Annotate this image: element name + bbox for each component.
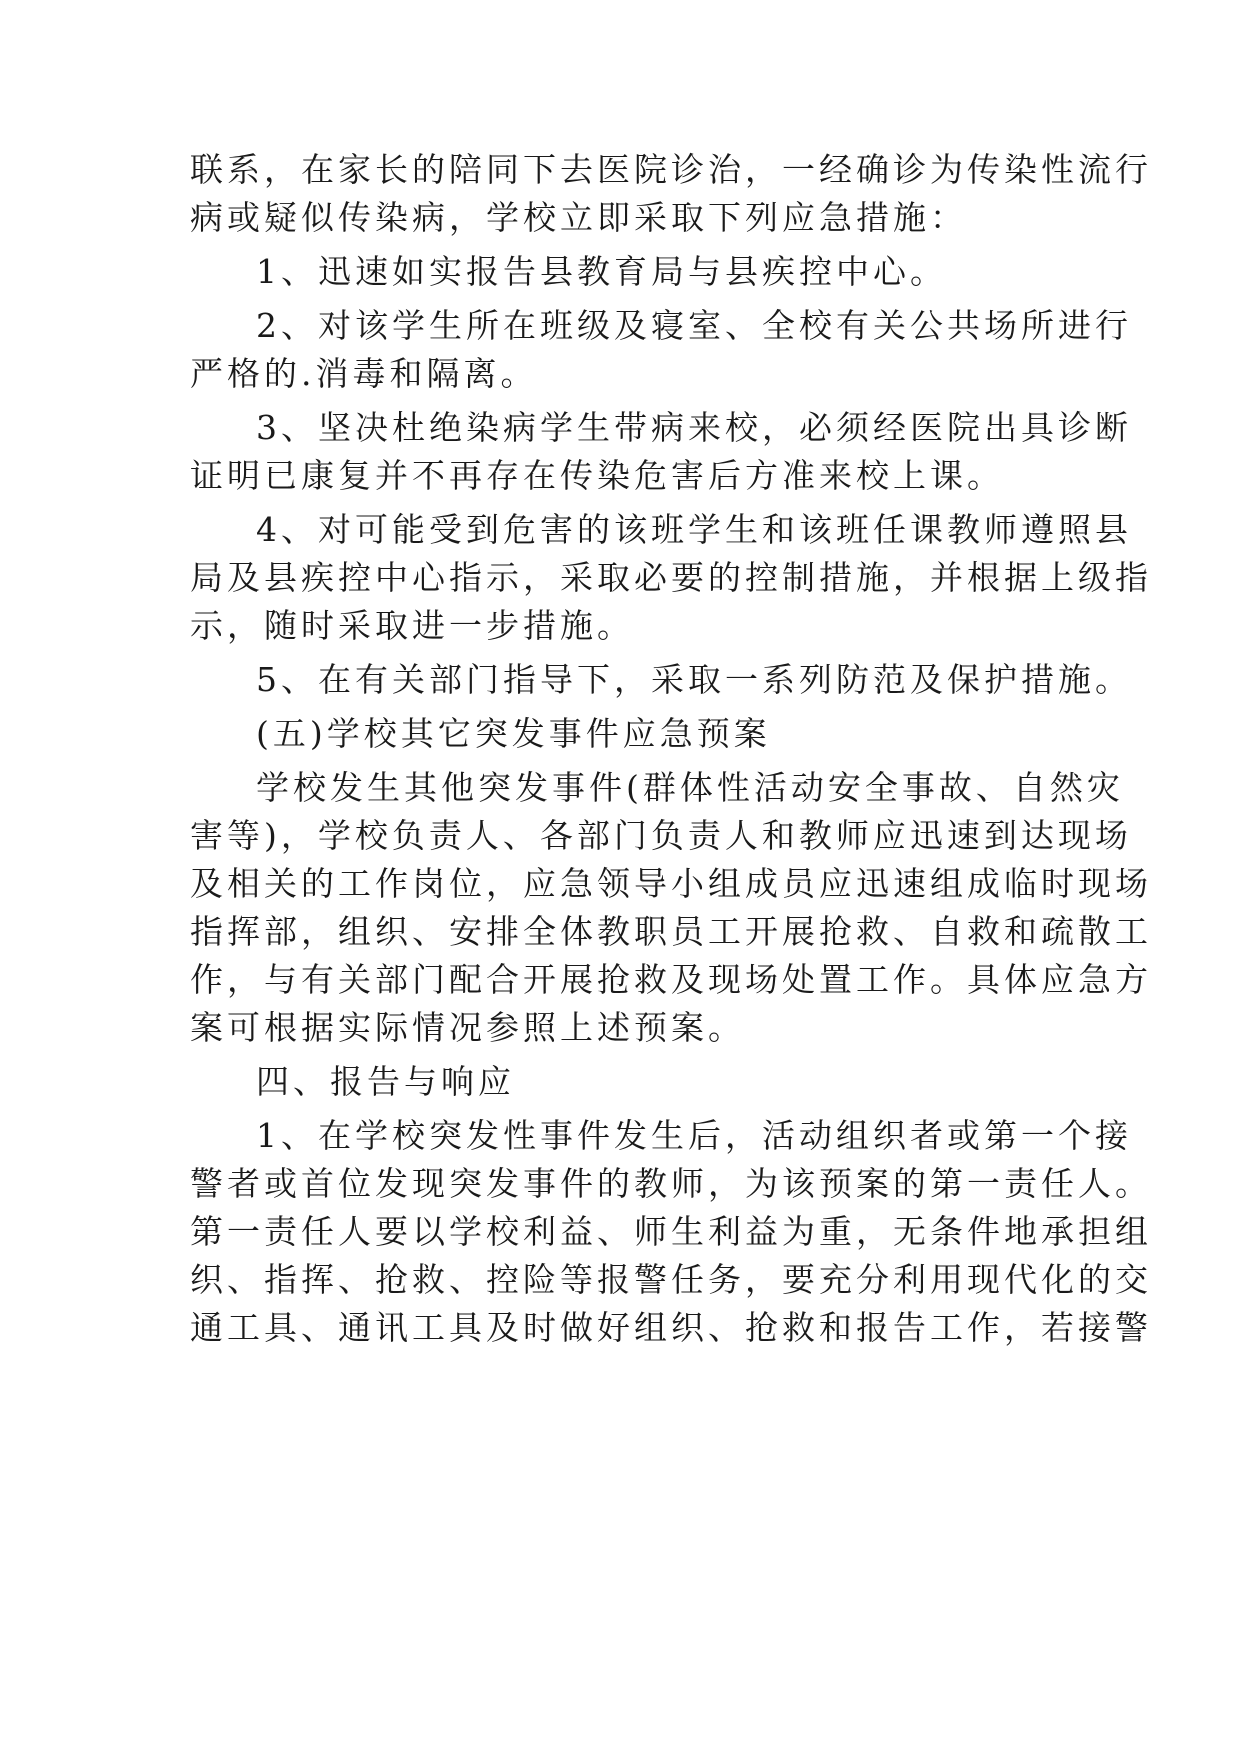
- list-item: 1、迅速如实报告县教育局与县疾控中心。: [256, 252, 947, 291]
- text-line: 病或疑似传染病，学校立即采取下列应急措施：: [190, 198, 967, 237]
- list-item: 4、对可能受到危害的该班学生和该班任课教师遵照县: [256, 510, 1132, 549]
- text-line: 通工具、通讯工具及时做好组织、抢救和报告工作，若接警: [190, 1308, 1152, 1347]
- text-line: 联系，在家长的陪同下去医院诊治，一经确诊为传染性流行: [190, 150, 1152, 189]
- text-line: 害等)，学校负责人、各部门负责人和教师应迅速到达现场: [190, 816, 1132, 855]
- text-line: 严格的.消毒和隔离。: [190, 354, 538, 393]
- section-heading: (五)学校其它突发事件应急预案: [256, 714, 771, 753]
- text-line: 警者或首位发现突发事件的教师，为该预案的第一责任人。: [190, 1164, 1152, 1203]
- text-line: 证明已康复并不再存在传染危害后方准来校上课。: [190, 456, 1004, 495]
- list-item: 1、在学校突发性事件发生后，活动组织者或第一个接: [256, 1116, 1132, 1155]
- paragraph-start: 学校发生其他突发事件(群体性活动安全事故、自然灾: [256, 768, 1124, 807]
- list-item: 2、对该学生所在班级及寝室、全校有关公共场所进行: [256, 306, 1132, 345]
- text-line: 织、指挥、抢救、控险等报警任务，要充分利用现代化的交: [190, 1260, 1152, 1299]
- list-item: 5、在有关部门指导下，采取一系列防范及保护措施。: [256, 660, 1132, 699]
- text-line: 及相关的工作岗位，应急领导小组成员应迅速组成临时现场: [190, 864, 1152, 903]
- section-heading: 四、报告与响应: [256, 1062, 515, 1101]
- text-line: 第一责任人要以学校利益、师生利益为重，无条件地承担组: [190, 1212, 1152, 1251]
- list-item: 3、坚决杜绝染病学生带病来校，必须经医院出具诊断: [256, 408, 1132, 447]
- text-line: 局及县疾控中心指示，采取必要的控制措施，并根据上级指: [190, 558, 1152, 597]
- text-line: 案可根据实际情况参照上述预案。: [190, 1008, 745, 1047]
- text-line: 示，随时采取进一步措施。: [190, 606, 634, 645]
- text-line: 指挥部，组织、安排全体教职员工开展抢救、自救和疏散工: [190, 912, 1152, 951]
- text-line: 作，与有关部门配合开展抢救及现场处置工作。具体应急方: [190, 960, 1152, 999]
